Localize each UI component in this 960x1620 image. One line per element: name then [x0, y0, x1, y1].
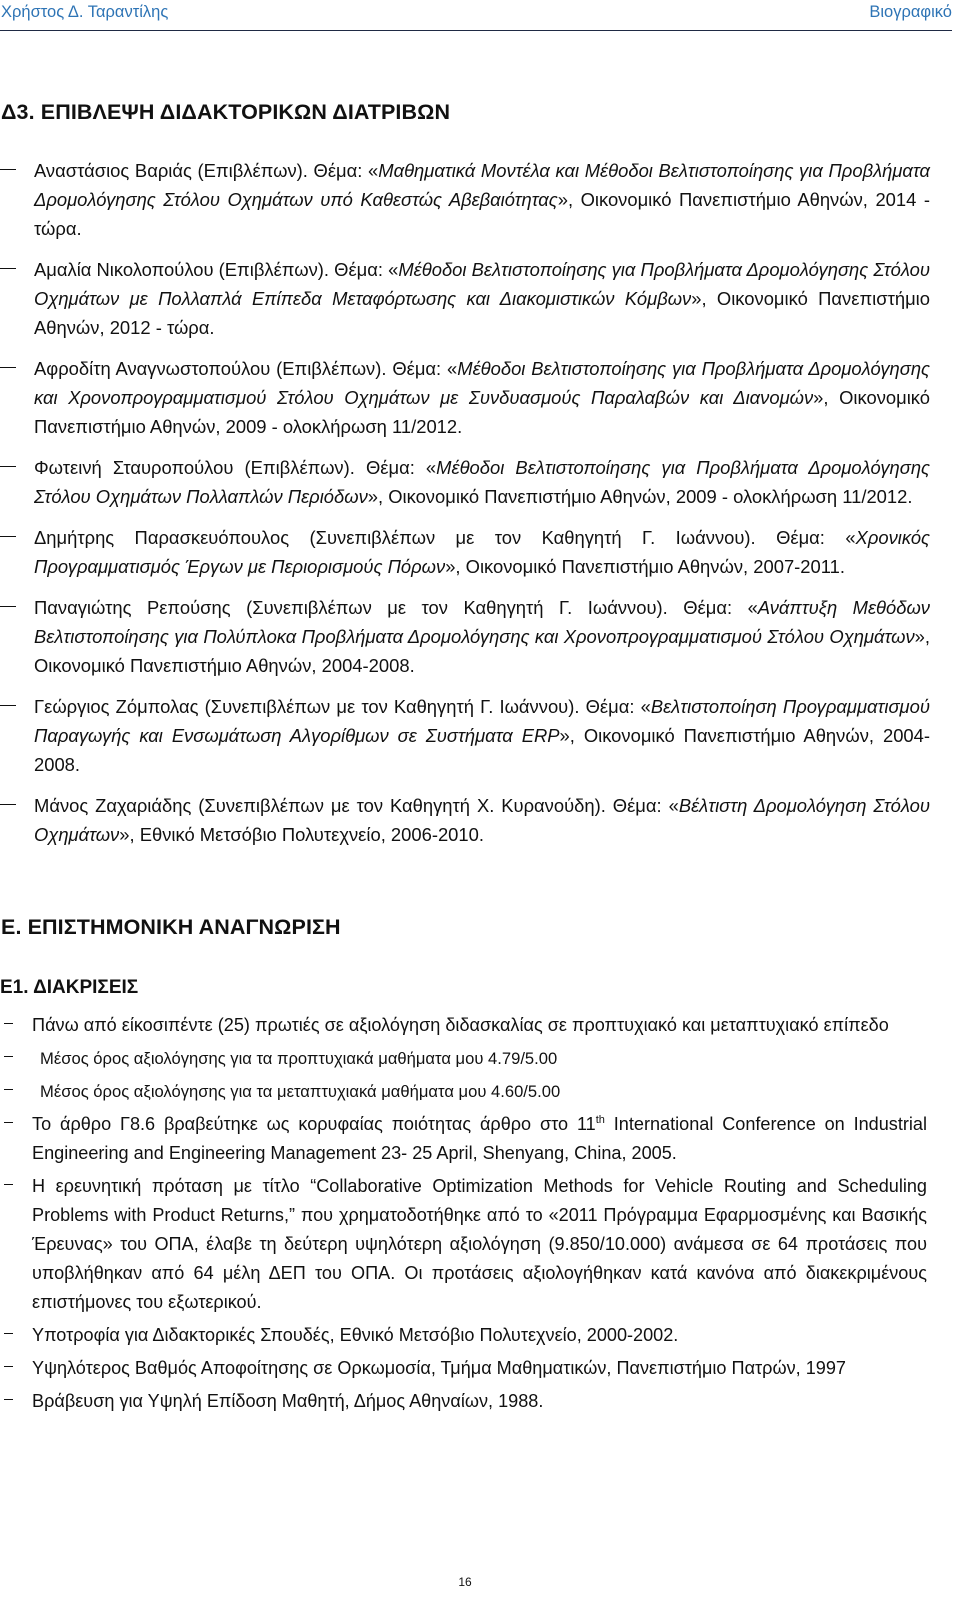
- running-header: [1, 1, 952, 29]
- page-number: 16: [458, 1575, 472, 1589]
- list-item-text: Πάνω από είκοσιπέντε (25) πρωτιές σε αξιολόγηση διδασκαλίας σε προπτυχιακό και μεταπτυχιακό επίπεδο: [32, 1015, 889, 1035]
- section-heading-e: Ε. ΕΠΙΣΤΗΜΟΝΙΚΗ ΑΝΑΓΝΩΡΙΣΗ: [1, 915, 341, 939]
- list-item-text: Υποτροφία για Διδακτορικές Σπουδές, Εθνικό Μετσόβιο Πολυτεχνείο, 2000-2002.: [32, 1325, 679, 1345]
- list-item: [0, 1110, 927, 1168]
- list-item: [0, 791, 930, 849]
- dash-bullet: [0, 523, 20, 537]
- hyphen-bullet: [4, 1011, 18, 1024]
- subsection-heading-e1: Ε1. ΔΙΑΚΡΙΣΕΙΣ: [0, 977, 139, 998]
- list-item-text: Φωτεινή Σταυροπούλου (Επιβλέπων). Θέμα: «Μέθοδοι Βελτιστοποίησης για Προβλήματα Δρομολόγησης Στόλου Οχημάτων Πολλαπλών Περιόδων», Οικονομικό Πανεπιστήμιο Αθηνών, 2009 - ολοκλήρωση 11/2012.: [34, 457, 930, 507]
- list-item: [0, 156, 930, 243]
- list-item: [0, 453, 930, 511]
- list-item-text: Γεώργιος Ζόμπολας (Συνεπιβλέπων με τον Καθηγητή Γ. Ιωάννου). Θέμα: «Βελτιστοποίηση Προγραμματισμού Παραγωγής και Ενσωμάτωση Αλγορίθμων σε Συστήματα ERP», Οικονομικό Πανεπιστήμιο Αθηνών, 2004-2008.: [34, 696, 930, 775]
- list-item: [0, 1354, 927, 1383]
- list-item: [0, 593, 930, 680]
- list-item: [0, 1172, 927, 1317]
- hyphen-bullet: [4, 1110, 18, 1123]
- list-item-text: Μάνος Ζαχαριάδης (Συνεπιβλέπων με τον Καθηγητή Χ. Κυρανούδη). Θέμα: «Βέλτιστη Δρομολόγηση Στόλου Οχημάτων», Εθνικό Μετσόβιο Πολυτεχνείο, 2006-2010.: [34, 795, 931, 845]
- list-item-text: Αφροδίτη Αναγνωστοπούλου (Επιβλέπων). Θέμα: «Μέθοδοι Βελτιστοποίησης για Προβλήματα Δρομολόγησης και Χρονοπρογραμματισμού Στόλου Οχημάτων με Συνδυασμούς Παραλαβών και Διανομών», Οικονομικό Πανεπιστήμιο Αθηνών, 2009 - ολοκλήρωση 11/2012.: [34, 358, 930, 437]
- header-rule: [0, 30, 952, 31]
- list-item-text: Το άρθρο Γ8.6 βραβεύτηκε ως κορυφαίας ποιότητας άρθρο στο 11th International Conference on Industrial Engineering and Engineering Management 23- 25 April, Shenyang, China, 2005.: [32, 1113, 928, 1163]
- dash-bullet: [0, 791, 20, 805]
- hyphen-bullet: [4, 1387, 18, 1400]
- list-item-text: Παναγιώτης Ρεπούσης (Συνεπιβλέπων με τον Καθηγητή Γ. Ιωάννου). Θέμα: «Ανάπτυξη Μεθόδων Βελτιστοποίησης για Πολύπλοκα Προβλήματα Δρομολόγησης και Χρονοπρογραμματισμού Στόλου Οχημάτων», Οικονομικό Πανεπιστήμιο Αθηνών, 2004-2008.: [34, 597, 930, 676]
- dash-bullet: [0, 354, 20, 368]
- list-item-text: Δημήτρης Παρασκευόπουλος (Συνεπιβλέπων με τον Καθηγητή Γ. Ιωάννου). Θέμα: «Χρονικός Προγραμματισμός Έργων με Περιορισμούς Πόρων», Οικονομικό Πανεπιστήμιο Αθηνών, 2007-2011.: [34, 527, 930, 577]
- list-item: [0, 354, 930, 441]
- list-item: [0, 1044, 927, 1073]
- awards-list: [0, 1011, 960, 1416]
- list-item-text: Βράβευση για Υψηλή Επίδοση Μαθητή, Δήμος Αθηναίων, 1988.: [32, 1391, 544, 1411]
- list-item: [0, 692, 930, 779]
- list-item-text: Υψηλότερος Βαθμός Αποφοίτησης σε Ορκωμοσία, Τμήμα Μαθηματικών, Πανεπιστήμιο Πατρών, 1997: [32, 1358, 846, 1378]
- supervision-list: [0, 156, 960, 849]
- section-heading-d3: Δ3. ΕΠΙΒΛΕΨΗ ΔΙΔΑΚΤΟΡΙΚΩΝ ΔΙΑΤΡΙΒΩΝ: [1, 100, 451, 124]
- list-item: [0, 523, 930, 581]
- hyphen-bullet: [4, 1044, 18, 1057]
- dash-bullet: [0, 255, 20, 269]
- list-item-text: Μέσος όρος αξιολόγησης για τα μεταπτυχιακά μαθήματα μου 4.60/5.00: [40, 1082, 561, 1101]
- list-item-text: Αναστάσιος Βαριάς (Επιβλέπων). Θέμα: «Μαθηματικά Μοντέλα και Μέθοδοι Βελτιστοποίησης για Προβλήματα Δρομολόγησης Στόλου Οχημάτων υπό Καθεστώς Αβεβαιότητας», Οικονομικό Πανεπιστήμιο Αθηνών, 2014 - τώρα.: [34, 160, 931, 239]
- dash-bullet: [0, 156, 20, 170]
- dash-bullet: [0, 692, 20, 706]
- dash-bullet: [0, 593, 20, 607]
- hyphen-bullet: [4, 1354, 18, 1367]
- list-item: [0, 1321, 927, 1350]
- hyphen-bullet: [4, 1172, 18, 1185]
- list-item-text: Η ερευνητική πρόταση με τίτλο “Collaborative Optimization Methods for Vehicle Routing and Scheduling Problems with Product Returns,” που χρηματοδοτήθηκε από το «2011 Πρόγραμμα Εφαρμοσμένης και Βασικής Έρευνας» του ΟΠΑ, έλαβε τη δεύτερη υψηλότερη αξιολόγηση (9.850/10.000) ανάμεσα σε 64 προτάσεις που υποβλήθηκαν από 64 μέλη ΔΕΠ του ΟΠΑ. Οι προτάσεις αξιολογήθηκαν κατά κανόνα από διακεκριμένους επιστήμονες του εξωτερικού.: [32, 1176, 927, 1312]
- header-doc-title: Βιογραφικό: [869, 3, 952, 21]
- hyphen-bullet: [4, 1321, 18, 1334]
- dash-bullet: [0, 453, 20, 467]
- list-item-text: Αμαλία Νικολοπούλου (Επιβλέπων). Θέμα: «Μέθοδοι Βελτιστοποίησης για Προβλήματα Δρομολόγησης Στόλου Οχημάτων με Πολλαπλά Επίπεδα Μεταφόρτωσης και Διακομιστικών Κόμβων», Οικονομικό Πανεπιστήμιο Αθηνών, 2012 - τώρα.: [34, 259, 930, 338]
- list-item: [0, 1011, 927, 1040]
- header-author: Χρήστος Δ. Ταραντίλης: [1, 3, 169, 21]
- hyphen-bullet: [4, 1077, 18, 1090]
- list-item: [0, 255, 930, 342]
- list-item-text: Μέσος όρος αξιολόγησης για τα προπτυχιακά μαθήματα μου 4.79/5.00: [40, 1049, 558, 1068]
- list-item: [0, 1387, 927, 1416]
- list-item: [0, 1077, 927, 1106]
